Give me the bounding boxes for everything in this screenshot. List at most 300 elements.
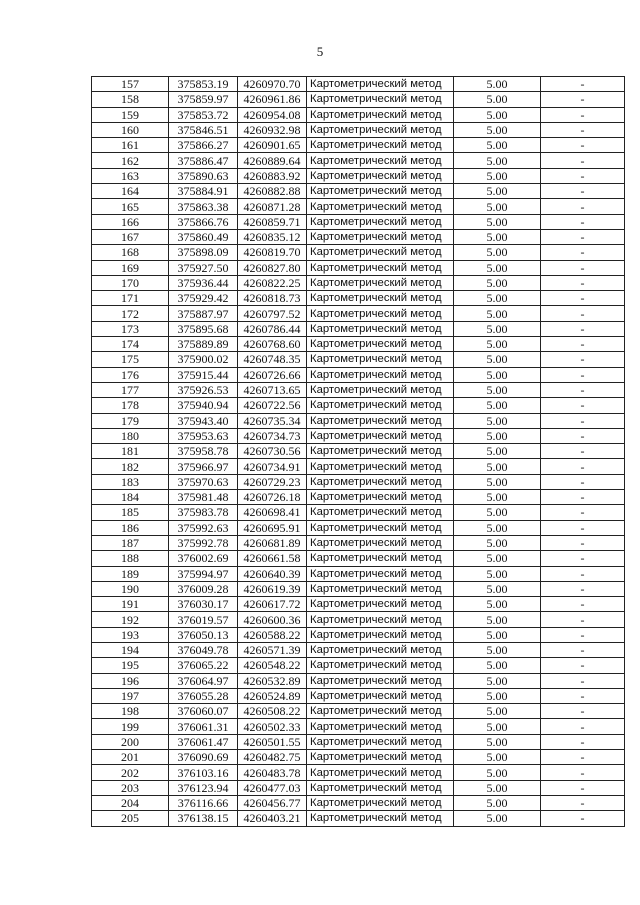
description-cell: - <box>541 398 625 413</box>
accuracy-cell: 5.00 <box>454 459 541 474</box>
point-number-cell: 168 <box>92 245 169 260</box>
x-coordinate-cell: 375890.63 <box>169 168 238 183</box>
method-cell: Картометрический метод <box>307 398 454 413</box>
method-cell: Картометрический метод <box>307 229 454 244</box>
description-cell: - <box>541 719 625 734</box>
description-cell: - <box>541 642 625 657</box>
x-coordinate-cell: 375970.63 <box>169 474 238 489</box>
table-row <box>92 612 625 627</box>
x-coordinate-cell: 375915.44 <box>169 367 238 382</box>
description-cell: - <box>541 199 625 214</box>
method-cell: Картометрический метод <box>307 260 454 275</box>
description-cell: - <box>541 367 625 382</box>
method-cell: Картометрический метод <box>307 490 454 505</box>
x-coordinate-cell: 375853.72 <box>169 107 238 122</box>
y-coordinate-cell: 4260502.33 <box>238 719 307 734</box>
x-coordinate-cell: 375983.78 <box>169 505 238 520</box>
point-number-cell: 174 <box>92 337 169 352</box>
point-number-cell: 179 <box>92 413 169 428</box>
y-coordinate-cell: 4260954.08 <box>238 107 307 122</box>
y-coordinate-cell: 4260835.12 <box>238 229 307 244</box>
description-cell: - <box>541 229 625 244</box>
y-coordinate-cell: 4260501.55 <box>238 734 307 749</box>
x-coordinate-cell: 376064.97 <box>169 673 238 688</box>
method-cell: Картометрический метод <box>307 535 454 550</box>
point-number-cell: 176 <box>92 367 169 382</box>
y-coordinate-cell: 4260748.35 <box>238 352 307 367</box>
table-row <box>92 199 625 214</box>
description-cell: - <box>541 750 625 765</box>
accuracy-cell: 5.00 <box>454 122 541 137</box>
x-coordinate-cell: 375900.02 <box>169 352 238 367</box>
table-row <box>92 520 625 535</box>
table-row <box>92 352 625 367</box>
y-coordinate-cell: 4260456.77 <box>238 795 307 810</box>
method-cell: Картометрический метод <box>307 306 454 321</box>
method-cell: Картометрический метод <box>307 367 454 382</box>
table-row <box>92 474 625 489</box>
y-coordinate-cell: 4260818.73 <box>238 291 307 306</box>
accuracy-cell: 5.00 <box>454 199 541 214</box>
y-coordinate-cell: 4260871.28 <box>238 199 307 214</box>
table-row <box>92 138 625 153</box>
description-cell: - <box>541 428 625 443</box>
accuracy-cell: 5.00 <box>454 765 541 780</box>
point-number-cell: 203 <box>92 780 169 795</box>
y-coordinate-cell: 4260735.34 <box>238 413 307 428</box>
description-cell: - <box>541 505 625 520</box>
description-cell: - <box>541 673 625 688</box>
method-cell: Картометрический метод <box>307 551 454 566</box>
y-coordinate-cell: 4260640.39 <box>238 566 307 581</box>
x-coordinate-cell: 376061.31 <box>169 719 238 734</box>
method-cell: Картометрический метод <box>307 505 454 520</box>
method-cell: Картометрический метод <box>307 673 454 688</box>
description-cell: - <box>541 490 625 505</box>
point-number-cell: 162 <box>92 153 169 168</box>
y-coordinate-cell: 4260661.58 <box>238 551 307 566</box>
x-coordinate-cell: 376103.16 <box>169 765 238 780</box>
accuracy-cell: 5.00 <box>454 153 541 168</box>
table-row <box>92 673 625 688</box>
accuracy-cell: 5.00 <box>454 658 541 673</box>
y-coordinate-cell: 4260889.64 <box>238 153 307 168</box>
table-row <box>92 337 625 352</box>
table-row <box>92 306 625 321</box>
method-cell: Картометрический метод <box>307 92 454 107</box>
table-row <box>92 382 625 397</box>
accuracy-cell: 5.00 <box>454 77 541 92</box>
y-coordinate-cell: 4260882.88 <box>238 184 307 199</box>
point-number-cell: 181 <box>92 444 169 459</box>
table-row <box>92 658 625 673</box>
x-coordinate-cell: 376019.57 <box>169 612 238 627</box>
y-coordinate-cell: 4260819.70 <box>238 245 307 260</box>
accuracy-cell: 5.00 <box>454 382 541 397</box>
x-coordinate-cell: 375860.49 <box>169 229 238 244</box>
accuracy-cell: 5.00 <box>454 734 541 749</box>
point-number-cell: 202 <box>92 765 169 780</box>
table-row <box>92 688 625 703</box>
description-cell: - <box>541 260 625 275</box>
point-number-cell: 172 <box>92 306 169 321</box>
method-cell: Картометрический метод <box>307 642 454 657</box>
method-cell: Картометрический метод <box>307 352 454 367</box>
y-coordinate-cell: 4260532.89 <box>238 673 307 688</box>
y-coordinate-cell: 4260730.56 <box>238 444 307 459</box>
y-coordinate-cell: 4260734.91 <box>238 459 307 474</box>
y-coordinate-cell: 4260726.66 <box>238 367 307 382</box>
x-coordinate-cell: 375943.40 <box>169 413 238 428</box>
point-number-cell: 186 <box>92 520 169 535</box>
method-cell: Картометрический метод <box>307 184 454 199</box>
x-coordinate-cell: 375866.76 <box>169 214 238 229</box>
table-row <box>92 535 625 550</box>
table-row <box>92 551 625 566</box>
accuracy-cell: 5.00 <box>454 321 541 336</box>
y-coordinate-cell: 4260617.72 <box>238 597 307 612</box>
x-coordinate-cell: 375992.78 <box>169 535 238 550</box>
method-cell: Картометрический метод <box>307 321 454 336</box>
accuracy-cell: 5.00 <box>454 535 541 550</box>
accuracy-cell: 5.00 <box>454 719 541 734</box>
method-cell: Картометрический метод <box>307 291 454 306</box>
table-row <box>92 92 625 107</box>
point-number-cell: 158 <box>92 92 169 107</box>
point-number-cell: 163 <box>92 168 169 183</box>
point-number-cell: 157 <box>92 77 169 92</box>
y-coordinate-cell: 4260403.21 <box>238 811 307 826</box>
accuracy-cell: 5.00 <box>454 811 541 826</box>
description-cell: - <box>541 765 625 780</box>
table-row <box>92 122 625 137</box>
description-cell: - <box>541 658 625 673</box>
x-coordinate-cell: 376116.66 <box>169 795 238 810</box>
point-number-cell: 196 <box>92 673 169 688</box>
point-number-cell: 188 <box>92 551 169 566</box>
table-row <box>92 627 625 642</box>
accuracy-cell: 5.00 <box>454 107 541 122</box>
method-cell: Картометрический метод <box>307 658 454 673</box>
point-number-cell: 160 <box>92 122 169 137</box>
point-number-cell: 189 <box>92 566 169 581</box>
description-cell: - <box>541 245 625 260</box>
x-coordinate-cell: 376065.22 <box>169 658 238 673</box>
description-cell: - <box>541 138 625 153</box>
point-number-cell: 200 <box>92 734 169 749</box>
table-row <box>92 398 625 413</box>
description-cell: - <box>541 780 625 795</box>
description-cell: - <box>541 77 625 92</box>
x-coordinate-cell: 375859.97 <box>169 92 238 107</box>
point-number-cell: 169 <box>92 260 169 275</box>
x-coordinate-cell: 375926.53 <box>169 382 238 397</box>
y-coordinate-cell: 4260797.52 <box>238 306 307 321</box>
method-cell: Картометрический метод <box>307 734 454 749</box>
page-number: 5 <box>316 44 324 59</box>
table-row <box>92 184 625 199</box>
method-cell: Картометрический метод <box>307 597 454 612</box>
y-coordinate-cell: 4260768.60 <box>238 337 307 352</box>
method-cell: Картометрический метод <box>307 627 454 642</box>
point-number-cell: 201 <box>92 750 169 765</box>
description-cell: - <box>541 520 625 535</box>
accuracy-cell: 5.00 <box>454 597 541 612</box>
table-row <box>92 428 625 443</box>
point-number-cell: 177 <box>92 382 169 397</box>
table-row <box>92 734 625 749</box>
accuracy-cell: 5.00 <box>454 612 541 627</box>
table-row <box>92 291 625 306</box>
point-number-cell: 173 <box>92 321 169 336</box>
table-row <box>92 704 625 719</box>
method-cell: Картометрический метод <box>307 612 454 627</box>
y-coordinate-cell: 4260713.65 <box>238 382 307 397</box>
description-cell: - <box>541 612 625 627</box>
point-number-cell: 205 <box>92 811 169 826</box>
accuracy-cell: 5.00 <box>454 520 541 535</box>
method-cell: Картометрический метод <box>307 382 454 397</box>
accuracy-cell: 5.00 <box>454 260 541 275</box>
accuracy-cell: 5.00 <box>454 306 541 321</box>
x-coordinate-cell: 376030.17 <box>169 597 238 612</box>
point-number-cell: 165 <box>92 199 169 214</box>
table-row <box>92 780 625 795</box>
accuracy-cell: 5.00 <box>454 444 541 459</box>
table-row <box>92 260 625 275</box>
accuracy-cell: 5.00 <box>454 795 541 810</box>
accuracy-cell: 5.00 <box>454 642 541 657</box>
method-cell: Картометрический метод <box>307 444 454 459</box>
point-number-cell: 198 <box>92 704 169 719</box>
point-number-cell: 171 <box>92 291 169 306</box>
point-number-cell: 161 <box>92 138 169 153</box>
method-cell: Картометрический метод <box>307 107 454 122</box>
x-coordinate-cell: 375992.63 <box>169 520 238 535</box>
y-coordinate-cell: 4260681.89 <box>238 535 307 550</box>
description-cell: - <box>541 214 625 229</box>
point-number-cell: 199 <box>92 719 169 734</box>
description-cell: - <box>541 581 625 596</box>
x-coordinate-cell: 375940.94 <box>169 398 238 413</box>
description-cell: - <box>541 597 625 612</box>
accuracy-cell: 5.00 <box>454 352 541 367</box>
point-number-cell: 159 <box>92 107 169 122</box>
method-cell: Картометрический метод <box>307 168 454 183</box>
y-coordinate-cell: 4260827.80 <box>238 260 307 275</box>
method-cell: Картометрический метод <box>307 77 454 92</box>
description-cell: - <box>541 168 625 183</box>
table-row <box>92 245 625 260</box>
description-cell: - <box>541 795 625 810</box>
description-cell: - <box>541 551 625 566</box>
description-cell: - <box>541 688 625 703</box>
description-cell: - <box>541 413 625 428</box>
y-coordinate-cell: 4260619.39 <box>238 581 307 596</box>
table-row <box>92 490 625 505</box>
accuracy-cell: 5.00 <box>454 168 541 183</box>
description-cell: - <box>541 184 625 199</box>
point-number-cell: 185 <box>92 505 169 520</box>
table-row <box>92 77 625 92</box>
method-cell: Картометрический метод <box>307 765 454 780</box>
y-coordinate-cell: 4260722.56 <box>238 398 307 413</box>
accuracy-cell: 5.00 <box>454 184 541 199</box>
accuracy-cell: 5.00 <box>454 581 541 596</box>
method-cell: Картометрический метод <box>307 245 454 260</box>
accuracy-cell: 5.00 <box>454 673 541 688</box>
x-coordinate-cell: 375886.47 <box>169 153 238 168</box>
x-coordinate-cell: 376090.69 <box>169 750 238 765</box>
table-row <box>92 811 625 826</box>
y-coordinate-cell: 4260588.22 <box>238 627 307 642</box>
x-coordinate-cell: 376049.78 <box>169 642 238 657</box>
method-cell: Картометрический метод <box>307 138 454 153</box>
method-cell: Картометрический метод <box>307 719 454 734</box>
method-cell: Картометрический метод <box>307 337 454 352</box>
description-cell: - <box>541 535 625 550</box>
method-cell: Картометрический метод <box>307 581 454 596</box>
table-row <box>92 566 625 581</box>
description-cell: - <box>541 382 625 397</box>
y-coordinate-cell: 4260901.65 <box>238 138 307 153</box>
point-number-cell: 191 <box>92 597 169 612</box>
point-number-cell: 204 <box>92 795 169 810</box>
table-row <box>92 795 625 810</box>
method-cell: Картометрический метод <box>307 688 454 703</box>
method-cell: Картометрический метод <box>307 474 454 489</box>
method-cell: Картометрический метод <box>307 520 454 535</box>
x-coordinate-cell: 375889.89 <box>169 337 238 352</box>
accuracy-cell: 5.00 <box>454 505 541 520</box>
accuracy-cell: 5.00 <box>454 704 541 719</box>
description-cell: - <box>541 153 625 168</box>
y-coordinate-cell: 4260482.75 <box>238 750 307 765</box>
method-cell: Картометрический метод <box>307 413 454 428</box>
x-coordinate-cell: 375927.50 <box>169 260 238 275</box>
table-row <box>92 642 625 657</box>
accuracy-cell: 5.00 <box>454 428 541 443</box>
x-coordinate-cell: 375895.68 <box>169 321 238 336</box>
x-coordinate-cell: 375898.09 <box>169 245 238 260</box>
y-coordinate-cell: 4260600.36 <box>238 612 307 627</box>
description-cell: - <box>541 337 625 352</box>
point-number-cell: 193 <box>92 627 169 642</box>
description-cell: - <box>541 474 625 489</box>
description-cell: - <box>541 291 625 306</box>
x-coordinate-cell: 376138.15 <box>169 811 238 826</box>
point-number-cell: 178 <box>92 398 169 413</box>
accuracy-cell: 5.00 <box>454 474 541 489</box>
y-coordinate-cell: 4260822.25 <box>238 275 307 290</box>
description-cell: - <box>541 321 625 336</box>
method-cell: Картометрический метод <box>307 750 454 765</box>
accuracy-cell: 5.00 <box>454 138 541 153</box>
point-number-cell: 167 <box>92 229 169 244</box>
x-coordinate-cell: 376060.07 <box>169 704 238 719</box>
point-number-cell: 180 <box>92 428 169 443</box>
y-coordinate-cell: 4260859.71 <box>238 214 307 229</box>
x-coordinate-cell: 375866.27 <box>169 138 238 153</box>
accuracy-cell: 5.00 <box>454 688 541 703</box>
y-coordinate-cell: 4260932.98 <box>238 122 307 137</box>
accuracy-cell: 5.00 <box>454 490 541 505</box>
y-coordinate-cell: 4260726.18 <box>238 490 307 505</box>
accuracy-cell: 5.00 <box>454 245 541 260</box>
accuracy-cell: 5.00 <box>454 551 541 566</box>
point-number-cell: 194 <box>92 642 169 657</box>
point-number-cell: 166 <box>92 214 169 229</box>
point-number-cell: 170 <box>92 275 169 290</box>
x-coordinate-cell: 376055.28 <box>169 688 238 703</box>
y-coordinate-cell: 4260729.23 <box>238 474 307 489</box>
method-cell: Картометрический метод <box>307 704 454 719</box>
table-row <box>92 107 625 122</box>
x-coordinate-cell: 376009.28 <box>169 581 238 596</box>
method-cell: Картометрический метод <box>307 811 454 826</box>
x-coordinate-cell: 376002.69 <box>169 551 238 566</box>
table-row <box>92 214 625 229</box>
accuracy-cell: 5.00 <box>454 398 541 413</box>
y-coordinate-cell: 4260571.39 <box>238 642 307 657</box>
x-coordinate-cell: 375853.19 <box>169 77 238 92</box>
description-cell: - <box>541 275 625 290</box>
point-number-cell: 195 <box>92 658 169 673</box>
point-number-cell: 197 <box>92 688 169 703</box>
method-cell: Картометрический метод <box>307 214 454 229</box>
accuracy-cell: 5.00 <box>454 627 541 642</box>
table-row <box>92 444 625 459</box>
method-cell: Картометрический метод <box>307 795 454 810</box>
y-coordinate-cell: 4260477.03 <box>238 780 307 795</box>
coordinates-table-body <box>92 77 625 827</box>
method-cell: Картометрический метод <box>307 566 454 581</box>
table-row <box>92 765 625 780</box>
description-cell: - <box>541 92 625 107</box>
accuracy-cell: 5.00 <box>454 337 541 352</box>
table-row <box>92 413 625 428</box>
x-coordinate-cell: 375994.97 <box>169 566 238 581</box>
accuracy-cell: 5.00 <box>454 275 541 290</box>
method-cell: Картометрический метод <box>307 153 454 168</box>
description-cell: - <box>541 734 625 749</box>
y-coordinate-cell: 4260483.78 <box>238 765 307 780</box>
description-cell: - <box>541 459 625 474</box>
x-coordinate-cell: 376061.47 <box>169 734 238 749</box>
method-cell: Картометрический метод <box>307 199 454 214</box>
table-row <box>92 321 625 336</box>
x-coordinate-cell: 375887.97 <box>169 306 238 321</box>
accuracy-cell: 5.00 <box>454 92 541 107</box>
y-coordinate-cell: 4260961.86 <box>238 92 307 107</box>
method-cell: Картометрический метод <box>307 275 454 290</box>
method-cell: Картометрический метод <box>307 122 454 137</box>
table-row <box>92 275 625 290</box>
point-number-cell: 192 <box>92 612 169 627</box>
accuracy-cell: 5.00 <box>454 367 541 382</box>
accuracy-cell: 5.00 <box>454 566 541 581</box>
x-coordinate-cell: 375863.38 <box>169 199 238 214</box>
table-row <box>92 229 625 244</box>
coordinates-table <box>91 76 625 827</box>
description-cell: - <box>541 444 625 459</box>
description-cell: - <box>541 107 625 122</box>
x-coordinate-cell: 376123.94 <box>169 780 238 795</box>
x-coordinate-cell: 375936.44 <box>169 275 238 290</box>
y-coordinate-cell: 4260970.70 <box>238 77 307 92</box>
x-coordinate-cell: 375966.97 <box>169 459 238 474</box>
method-cell: Картометрический метод <box>307 459 454 474</box>
